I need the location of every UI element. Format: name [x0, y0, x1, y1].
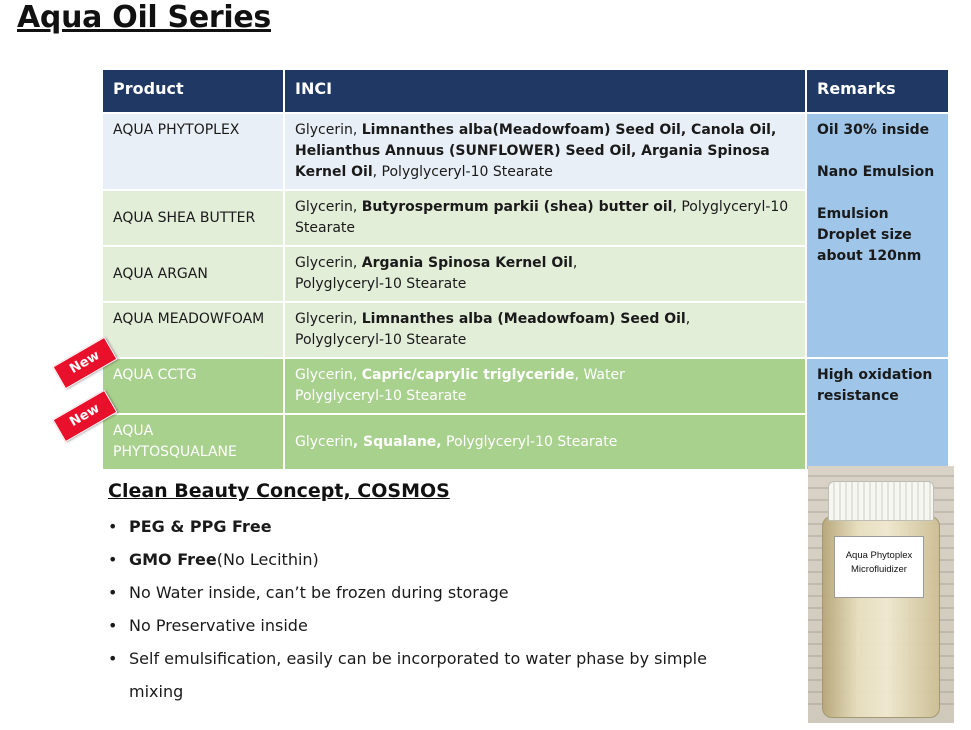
inci-cell: [284, 302, 806, 358]
remarks-group-2: [806, 358, 949, 470]
product-name: AQUA CCTG: [102, 358, 284, 414]
bottle-label: Aqua Phytoplex Microfluidizer: [834, 536, 924, 598]
product-name: AQUA SHEA BUTTER: [102, 190, 284, 246]
inci-text: , Water: [574, 367, 625, 383]
product-name: AQUA PHYTOSQUALANE: [102, 414, 284, 470]
product-bottle-photo: [808, 466, 954, 723]
table-header-row: [102, 69, 949, 113]
list-item: • No Preservative inside: [108, 609, 748, 642]
product-name: AQUA ARGAN: [102, 246, 284, 302]
inci-text: Butyrospermum parkii (shea) butter oil: [361, 199, 673, 215]
inci-cell: [284, 113, 806, 190]
list-item: • No Water inside, can’t be frozen during storage: [108, 576, 748, 609]
inci-cell: [284, 358, 806, 414]
header-product: Product: [102, 69, 284, 113]
list-item: • PEG & PPG Free: [108, 510, 748, 543]
new-badge: New: [53, 390, 118, 443]
table-row: [102, 358, 949, 414]
inci-text: Capric/caprylic triglyceride: [361, 367, 575, 383]
bottle-cap: [828, 481, 934, 521]
remarks-group-1: [806, 113, 949, 358]
inci-text: , Polyglyceryl-10 Stearate: [295, 199, 789, 236]
product-table: [101, 68, 950, 471]
concept-title: Clean Beauty Concept, COSMOS: [108, 480, 450, 502]
inci-text: Limnanthes alba (Meadowfoam) Seed Oil: [361, 311, 686, 327]
inci-text: Polyglyceryl-10 Stearate: [295, 388, 467, 404]
remark-nano: Nano Emulsion: [817, 164, 935, 180]
inci-text: , Polyglyceryl-10 Stearate: [372, 164, 553, 180]
concept-bullet-list: [108, 510, 748, 708]
remark-droplet: Emulsion Droplet size about 120nm: [817, 206, 922, 264]
page-title: Aqua Oil Series: [17, 0, 271, 35]
list-item: • GMO Free(No Lecithin): [108, 543, 748, 576]
remark-oil: Oil 30% inside: [817, 122, 930, 138]
inci-text: Glycerin,: [295, 311, 362, 327]
inci-cell: [284, 414, 806, 470]
inci-text: Glycerin: [295, 433, 353, 450]
product-name: AQUA MEADOWFOAM: [102, 302, 284, 358]
header-inci: INCI: [284, 69, 806, 113]
inci-text: Polyglyceryl-10 Stearate: [441, 433, 618, 450]
product-name: AQUA PHYTOPLEX: [102, 113, 284, 190]
inci-text: ,: [685, 311, 691, 327]
inci-text: Polyglyceryl-10 Stearate: [295, 332, 467, 348]
inci-text: Glycerin,: [295, 122, 362, 138]
table-row: [102, 113, 949, 190]
inci-cell: [284, 190, 806, 246]
inci-cell: [284, 246, 806, 302]
header-remarks: Remarks: [806, 69, 949, 113]
inci-text: Glycerin,: [295, 199, 362, 215]
inci-text: , Squalane,: [352, 433, 442, 450]
inci-text: Polyglyceryl-10 Stearate: [295, 276, 467, 292]
list-item: • Self emulsification, easily can be incorporated to water phase by simple mixing: [108, 642, 748, 708]
inci-text: ,: [572, 255, 578, 271]
new-badge: New: [53, 337, 118, 390]
remark-oxidation: High oxidation resistance: [817, 367, 933, 404]
inci-text: Glycerin,: [295, 367, 362, 383]
inci-text: Limnanthes alba(Meadowfoam) Seed Oil, Canola Oil, Helianthus Annuus (SUNFLOWER) Seed Oil, Argania Spinosa Kernel Oil: [295, 122, 777, 180]
inci-text: Argania Spinosa Kernel Oil: [361, 255, 573, 271]
inci-text: Glycerin,: [295, 255, 362, 271]
